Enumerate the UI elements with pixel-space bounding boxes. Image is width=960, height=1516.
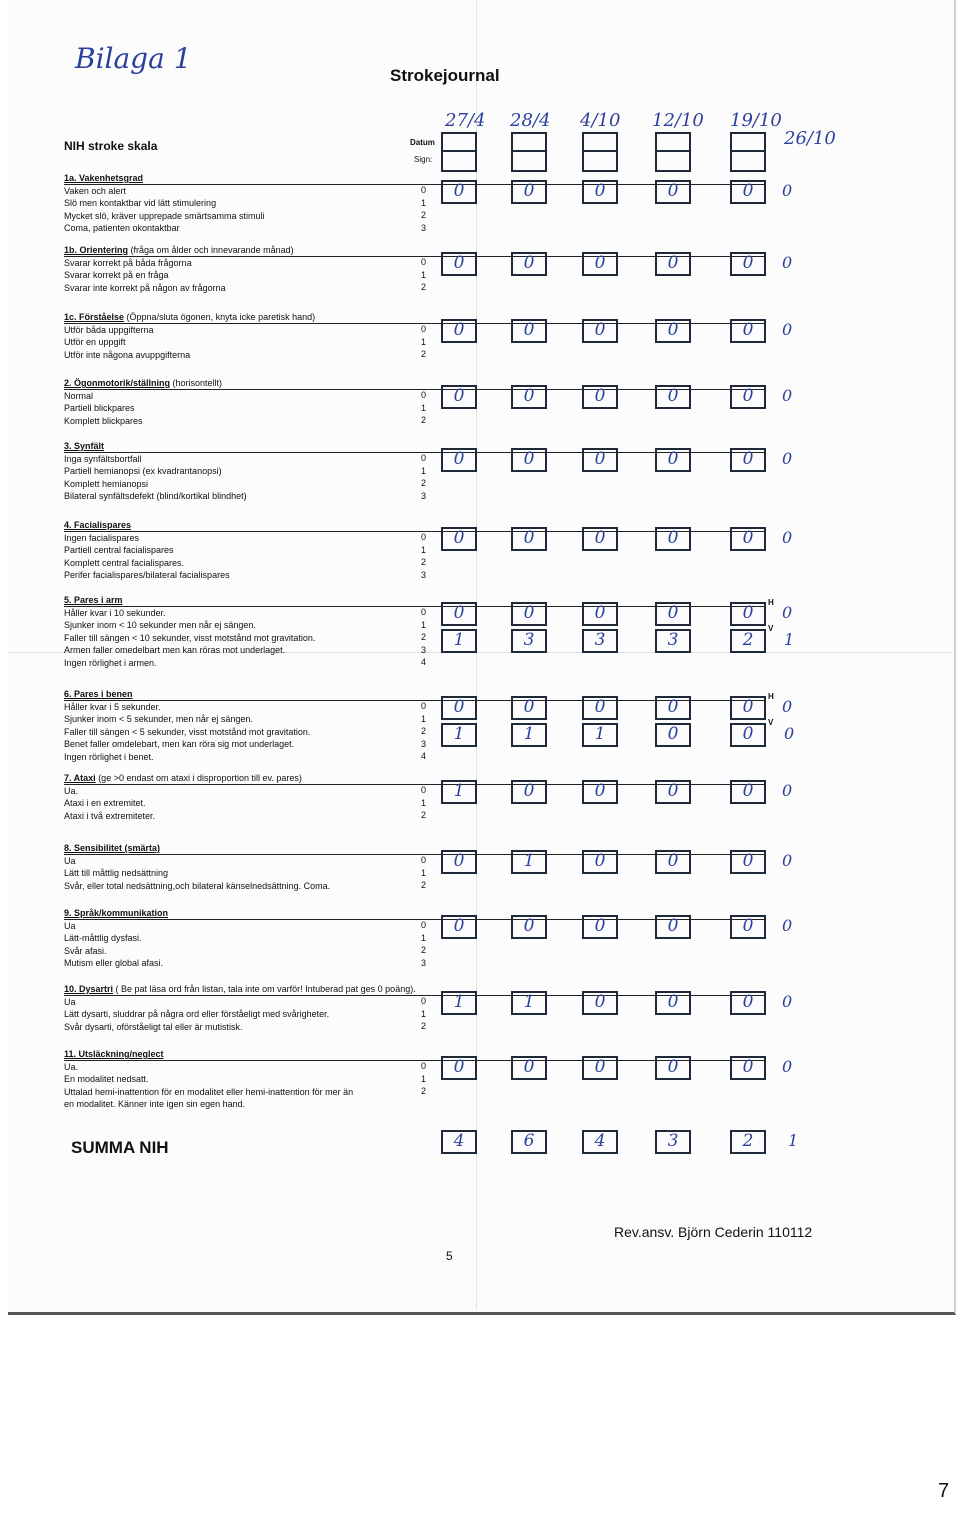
score-value: 3 xyxy=(421,957,427,968)
handwritten-score: 0 xyxy=(667,181,679,201)
handwritten-score: 0 xyxy=(594,253,606,273)
page-number: 7 xyxy=(938,1480,950,1502)
handwritten-score: 0 xyxy=(523,253,535,273)
handwritten-score: 0 xyxy=(594,697,606,717)
score-value: 1 xyxy=(421,402,427,413)
section-item: Komplett hemianopsi xyxy=(64,478,149,489)
handwritten-score: 0 xyxy=(594,449,606,469)
section-item: Svarar korrekt på båda frågorna xyxy=(64,257,192,268)
score-column xyxy=(421,256,426,294)
handwritten-score: 0 xyxy=(594,992,606,1012)
section-title-text: 3. Synfält xyxy=(64,441,105,451)
handwritten-score: 0 xyxy=(742,320,754,340)
handwritten-extra-score: 0 xyxy=(782,781,793,800)
score-value: 1 xyxy=(421,619,427,630)
section-title xyxy=(64,688,404,701)
left-side-label: V xyxy=(768,624,774,633)
date-entry: 4/10 xyxy=(580,110,621,131)
section-item: Utför en uppgift xyxy=(64,337,126,347)
section-item: Vaken och alert xyxy=(64,185,126,196)
score-value: 4 xyxy=(421,657,427,667)
handwritten-extra-score: 0 xyxy=(782,528,793,547)
handwritten-score: 0 xyxy=(594,603,606,623)
section-title xyxy=(64,842,404,855)
handwritten-score: 0 xyxy=(453,1057,465,1077)
handwritten-score: 0 xyxy=(667,528,679,548)
section-title xyxy=(64,244,404,257)
summa-extra-value: 1 xyxy=(788,1131,799,1150)
score-value: 0 xyxy=(421,390,427,400)
section-item: en modalitet. Känner inte igen sin egen hand. xyxy=(64,1099,246,1109)
section-item: Håller kvar i 5 sekunder. xyxy=(64,701,161,712)
section-11 xyxy=(64,907,404,970)
handwritten-extra-score: 0 xyxy=(782,1057,793,1076)
handwritten-extra-score: 0 xyxy=(782,253,793,272)
score-column xyxy=(421,854,426,892)
section-item: Ingen facialispares xyxy=(64,532,140,543)
score-value: 0 xyxy=(421,701,427,711)
handwritten-score: 0 xyxy=(523,603,535,623)
handwritten-score: 0 xyxy=(594,851,606,871)
handwritten-score: 1 xyxy=(453,992,465,1012)
score-value: 1 xyxy=(421,932,427,943)
score-column xyxy=(421,700,426,763)
summa-label: SUMMA NIH xyxy=(71,1138,169,1157)
section-4 xyxy=(64,377,404,427)
section-2 xyxy=(64,244,404,294)
handwritten-score-left: 0 xyxy=(742,724,754,744)
handwritten-score: 0 xyxy=(523,449,535,469)
handwritten-score: 0 xyxy=(742,181,754,201)
section-title-text: 7. Ataxi xyxy=(64,773,96,783)
handwritten-score: 0 xyxy=(594,528,606,548)
handwritten-score: 1 xyxy=(523,992,535,1012)
handwritten-extra-score: 0 xyxy=(782,449,793,468)
section-title xyxy=(64,907,404,920)
section-title-text: 1c. Förståelse xyxy=(64,312,125,322)
section-item: Uttalad hemi-inattention för en modalitet eller hemi-inattention för mer än xyxy=(64,1086,354,1097)
handwritten-score-left: 1 xyxy=(594,724,606,744)
score-value: 1 xyxy=(421,269,427,280)
section-item: Inga synfältsbortfall xyxy=(64,453,142,464)
section-item: Partiell central facialispares xyxy=(64,545,174,555)
section-1 xyxy=(64,172,404,235)
score-value: 2 xyxy=(421,415,427,425)
section-item: Ataxi i två extremiteter. xyxy=(64,810,156,821)
handwritten-score: 0 xyxy=(667,697,679,717)
handwritten-score: 0 xyxy=(667,1057,679,1077)
handwritten-score: 0 xyxy=(594,320,606,340)
section-title xyxy=(64,377,404,390)
date-entry: 27/4 xyxy=(445,110,486,131)
score-value: 0 xyxy=(421,785,427,795)
score-value: 3 xyxy=(421,222,427,233)
datum-box[interactable] xyxy=(730,132,766,152)
handwritten-score: 0 xyxy=(523,181,535,201)
summa-value: 4 xyxy=(453,1131,465,1151)
handwritten-score: 0 xyxy=(742,253,754,273)
summa-value: 6 xyxy=(523,1131,535,1151)
score-value: 2 xyxy=(421,557,427,567)
page-number-inner: 5 xyxy=(446,1249,453,1263)
score-value: 2 xyxy=(421,282,427,292)
handwritten-score: 0 xyxy=(523,916,535,936)
sign-box[interactable] xyxy=(730,150,766,172)
sign-box[interactable] xyxy=(582,150,618,172)
score-value: 0 xyxy=(421,324,427,334)
section-item: Partiell hemianopsi (ex kvadrantanopsi) xyxy=(64,466,222,476)
score-value: 1 xyxy=(421,465,427,476)
handwritten-extra-score: 0 xyxy=(782,386,793,405)
handwritten-score: 0 xyxy=(523,697,535,717)
section-title-text: 1a. Vakenhetsgrad xyxy=(64,173,144,183)
score-value: 1 xyxy=(421,197,427,208)
handwritten-score: 0 xyxy=(667,781,679,801)
section-title-text: 11. Utsläckning/neglect xyxy=(64,1049,164,1059)
summa-value: 3 xyxy=(667,1131,679,1151)
section-item: En modalitet nedsatt. xyxy=(64,1074,149,1084)
section-title-text: 5. Pares i arm xyxy=(64,595,123,605)
score-column xyxy=(421,531,426,581)
score-column xyxy=(421,919,426,969)
handwritten-score: 0 xyxy=(742,528,754,548)
score-value: 1 xyxy=(421,713,427,724)
section-item: Svarar inte korrekt på någon av frågorna xyxy=(64,282,226,293)
date-entry: 28/4 xyxy=(510,110,551,131)
handwritten-score: 0 xyxy=(453,181,465,201)
handwritten-score: 0 xyxy=(453,851,465,871)
section-6 xyxy=(64,519,404,582)
section-title xyxy=(64,440,404,453)
summa-value: 2 xyxy=(742,1131,754,1151)
section-item: Mutism eller global afasi. xyxy=(64,958,164,968)
section-title-text: 10. Dysartri xyxy=(64,984,114,994)
datum-box[interactable] xyxy=(511,132,547,152)
section-item: Utför båda uppgifterna xyxy=(64,324,154,335)
handwritten-score: 0 xyxy=(667,916,679,936)
score-value: 1 xyxy=(421,1008,427,1019)
section-item: Komplett central facialispares. xyxy=(64,557,185,568)
handwritten-extra-score-left: 1 xyxy=(784,630,795,649)
score-value: 2 xyxy=(421,880,427,890)
handwritten-score-left: 3 xyxy=(594,630,606,650)
bilaga-label: Bilaga 1 xyxy=(75,42,192,75)
handwritten-score: 0 xyxy=(594,916,606,936)
handwritten-extra-score: 0 xyxy=(782,916,793,935)
section-item: Mycket slö, kräver upprepade smärtsamma stimuli xyxy=(64,210,265,221)
handwritten-extra-score-left: 0 xyxy=(784,724,795,743)
score-value: 2 xyxy=(421,726,427,736)
sign-label: Sign: xyxy=(414,155,433,164)
handwritten-score: 0 xyxy=(453,386,465,406)
section-item: Coma, patienten okontaktbar xyxy=(64,223,180,233)
datum-label: Datum xyxy=(410,138,435,147)
handwritten-score-left: 1 xyxy=(523,724,535,744)
handwritten-score: 0 xyxy=(742,1057,754,1077)
score-value: 2 xyxy=(421,349,427,359)
handwritten-score: 0 xyxy=(742,781,754,801)
handwritten-extra-score: 0 xyxy=(782,851,793,870)
section-item: Utför inte någona avuppgifterna xyxy=(64,349,191,360)
score-value: 1 xyxy=(421,336,427,347)
section-title xyxy=(64,311,404,324)
score-value: 0 xyxy=(421,920,427,930)
section-item: Faller till sängen < 10 sekunder, visst motstånd mot gravitation. xyxy=(64,632,316,643)
handwritten-score: 1 xyxy=(453,781,465,801)
score-value: 0 xyxy=(421,996,427,1006)
score-value: 2 xyxy=(421,632,427,642)
handwritten-score: 0 xyxy=(667,253,679,273)
handwritten-score-left: 1 xyxy=(453,630,465,650)
handwritten-score: 0 xyxy=(667,386,679,406)
score-value: 2 xyxy=(421,210,427,220)
section-item: Komplett blickpares xyxy=(64,415,143,426)
score-value: 1 xyxy=(421,1073,427,1084)
section-item: Svår afasi. xyxy=(64,945,107,956)
section-item: Sjunker inom < 10 sekunder men når ej sängen. xyxy=(64,620,256,630)
score-value: 0 xyxy=(421,257,427,267)
handwritten-score: 0 xyxy=(523,781,535,801)
section-item: Lätt-måttlig dysfasi. xyxy=(64,933,142,943)
handwritten-score: 0 xyxy=(594,181,606,201)
handwritten-score-left: 0 xyxy=(667,724,679,744)
score-column xyxy=(421,184,426,234)
score-value: 3 xyxy=(421,490,427,501)
score-value: 2 xyxy=(421,1021,427,1031)
handwritten-score: 0 xyxy=(742,449,754,469)
section-item: Ingen rörlighet i armen. xyxy=(64,657,157,668)
score-value: 2 xyxy=(421,945,427,955)
section-item: Partiell blickpares xyxy=(64,403,135,413)
section-item: Lätt dysarti, sluddrar på några ord eller förståeligt med svårigheter. xyxy=(64,1009,330,1019)
score-value: 2 xyxy=(421,810,427,820)
score-column xyxy=(421,452,426,502)
section-title-text: 2. Ögonmotorik/ställning xyxy=(64,378,171,388)
section-item: Armen faller omedelbart men kan röras mot underlaget. xyxy=(64,645,286,655)
section-item: Slö men kontaktbar vid lätt stimulering xyxy=(64,198,217,208)
datum-box[interactable] xyxy=(655,132,691,152)
right-side-label: H xyxy=(768,692,774,701)
handwritten-extra-score: 0 xyxy=(782,181,793,200)
handwritten-score: 0 xyxy=(742,851,754,871)
section-title xyxy=(64,1048,404,1061)
score-column xyxy=(421,606,426,669)
handwritten-score: 0 xyxy=(523,320,535,340)
section-item: Normal xyxy=(64,390,94,401)
handwritten-score: 0 xyxy=(453,603,465,623)
handwritten-extra-score: 0 xyxy=(782,320,793,339)
handwritten-score: 0 xyxy=(742,603,754,623)
section-title-text: 6. Pares i benen xyxy=(64,689,133,699)
section-item: Svår, eller total nedsättning,och bilateral känselnedsättning. Coma. xyxy=(64,880,331,891)
section-title-suffix: (fråga om ålder och innevarande månad) xyxy=(128,245,294,255)
handwritten-score: 1 xyxy=(523,851,535,871)
handwritten-score: 0 xyxy=(667,992,679,1012)
handwritten-score: 0 xyxy=(523,386,535,406)
section-title-suffix: (Öppna/sluta ögonen, knyta icke paretisk hand) xyxy=(124,312,316,322)
section-item: Perifer facialispares/bilateral facialispares xyxy=(64,570,230,580)
score-value: 3 xyxy=(421,738,427,749)
score-value: 0 xyxy=(421,532,427,542)
handwritten-score: 0 xyxy=(453,320,465,340)
score-value: 0 xyxy=(421,607,427,617)
date-entry: 12/10 xyxy=(652,110,704,131)
sign-box[interactable] xyxy=(511,150,547,172)
section-item: Svarar korrekt på en fråga xyxy=(64,270,169,280)
section-5 xyxy=(64,440,404,503)
section-title-suffix: (ge >0 endast om ataxi i disproportion till ev. pares) xyxy=(95,773,302,783)
section-item: Ua. xyxy=(64,785,79,796)
scale-title: NIH stroke skala xyxy=(64,139,158,153)
score-value: 2 xyxy=(421,478,427,488)
handwritten-score: 0 xyxy=(453,449,465,469)
handwritten-score: 0 xyxy=(667,603,679,623)
handwritten-score: 0 xyxy=(742,916,754,936)
score-value: 0 xyxy=(421,1061,427,1071)
section-title-text: 9. Språk/kommunikation xyxy=(64,908,169,918)
handwritten-score: 0 xyxy=(667,320,679,340)
section-title-suffix: (horisontellt) xyxy=(170,378,223,388)
section-item: Svår dysarti, oförståeligt tal eller är mutistisk. xyxy=(64,1021,243,1032)
date-entry: 19/10 xyxy=(730,110,782,131)
handwritten-score: 0 xyxy=(453,697,465,717)
section-item: Ua xyxy=(64,996,76,1007)
handwritten-score: 0 xyxy=(594,386,606,406)
handwritten-score: 0 xyxy=(667,851,679,871)
handwritten-score-left: 2 xyxy=(742,630,754,650)
handwritten-score: 0 xyxy=(453,916,465,936)
left-side-label: V xyxy=(768,718,774,727)
handwritten-score: 0 xyxy=(594,781,606,801)
section-10 xyxy=(64,842,404,892)
section-item: Ua xyxy=(64,920,76,931)
journal-title: Strokejournal xyxy=(390,66,500,85)
section-item: Faller till sängen < 5 sekunder, visst motstånd mot gravitation. xyxy=(64,726,311,737)
section-item: Ua xyxy=(64,855,76,866)
section-item: Ingen rörlighet i benet. xyxy=(64,751,154,762)
handwritten-score: 0 xyxy=(453,253,465,273)
datum-box[interactable] xyxy=(582,132,618,152)
handwritten-score-left: 3 xyxy=(667,630,679,650)
datum-box[interactable] xyxy=(441,132,477,152)
right-side-label: H xyxy=(768,598,774,607)
score-column xyxy=(421,1060,426,1098)
section-title xyxy=(64,594,404,607)
section-item: Ua. xyxy=(64,1061,79,1072)
score-column xyxy=(421,995,426,1033)
section-title-text: 4. Facialispares xyxy=(64,520,132,530)
section-title-suffix: ( Be pat läsa ord från listan, tala inte om varför! Intuberad pat ges 0 poäng). xyxy=(113,984,416,994)
handwritten-extra-score: 0 xyxy=(782,697,793,716)
section-item: Ataxi i en extremitet. xyxy=(64,798,146,808)
handwritten-extra-score: 0 xyxy=(782,603,793,622)
handwritten-score: 0 xyxy=(594,1057,606,1077)
handwritten-score: 0 xyxy=(667,449,679,469)
date-entry: 26/10 xyxy=(784,128,836,149)
score-value: 0 xyxy=(421,453,427,463)
handwritten-score: 0 xyxy=(742,697,754,717)
handwritten-score-left: 1 xyxy=(453,724,465,744)
revision-note: Rev.ansv. Björn Cederin 110112 xyxy=(614,1224,813,1240)
section-3 xyxy=(64,311,404,361)
section-item: Lätt till måttlig nedsättning xyxy=(64,868,169,878)
sign-box[interactable] xyxy=(655,150,691,172)
section-title-text: 8. Sensibilitet (smärta) xyxy=(64,843,161,853)
section-13 xyxy=(64,1048,404,1111)
score-column xyxy=(421,784,426,822)
score-value: 0 xyxy=(421,855,427,865)
section-item: Bilateral synfältsdefekt (blind/kortikal blindhet) xyxy=(64,491,247,501)
handwritten-score: 0 xyxy=(523,1057,535,1077)
handwritten-score: 0 xyxy=(523,528,535,548)
section-title xyxy=(64,172,404,185)
section-item: Benet faller omdelebart, men kan röra sig mot underlaget. xyxy=(64,739,295,749)
summa-value: 4 xyxy=(594,1131,606,1151)
score-value: 3 xyxy=(421,569,427,580)
score-value: 0 xyxy=(421,185,427,195)
section-title xyxy=(64,519,404,532)
score-column xyxy=(421,389,426,427)
score-column xyxy=(421,323,426,361)
sign-box[interactable] xyxy=(441,150,477,172)
section-item: Håller kvar i 10 sekunder. xyxy=(64,607,166,618)
score-value: 4 xyxy=(421,751,427,761)
score-value: 2 xyxy=(421,1086,427,1096)
handwritten-extra-score: 0 xyxy=(782,992,793,1011)
score-value: 1 xyxy=(421,544,427,555)
handwritten-score: 0 xyxy=(742,386,754,406)
handwritten-score-left: 3 xyxy=(523,630,535,650)
score-value: 1 xyxy=(421,797,427,808)
handwritten-score: 0 xyxy=(453,528,465,548)
score-value: 1 xyxy=(421,867,427,878)
score-value: 3 xyxy=(421,644,427,655)
section-item: Sjunker inom < 5 sekunder, men når ej sängen. xyxy=(64,714,253,724)
handwritten-score: 0 xyxy=(742,992,754,1012)
section-title-text: 1b. Orientering xyxy=(64,245,129,255)
